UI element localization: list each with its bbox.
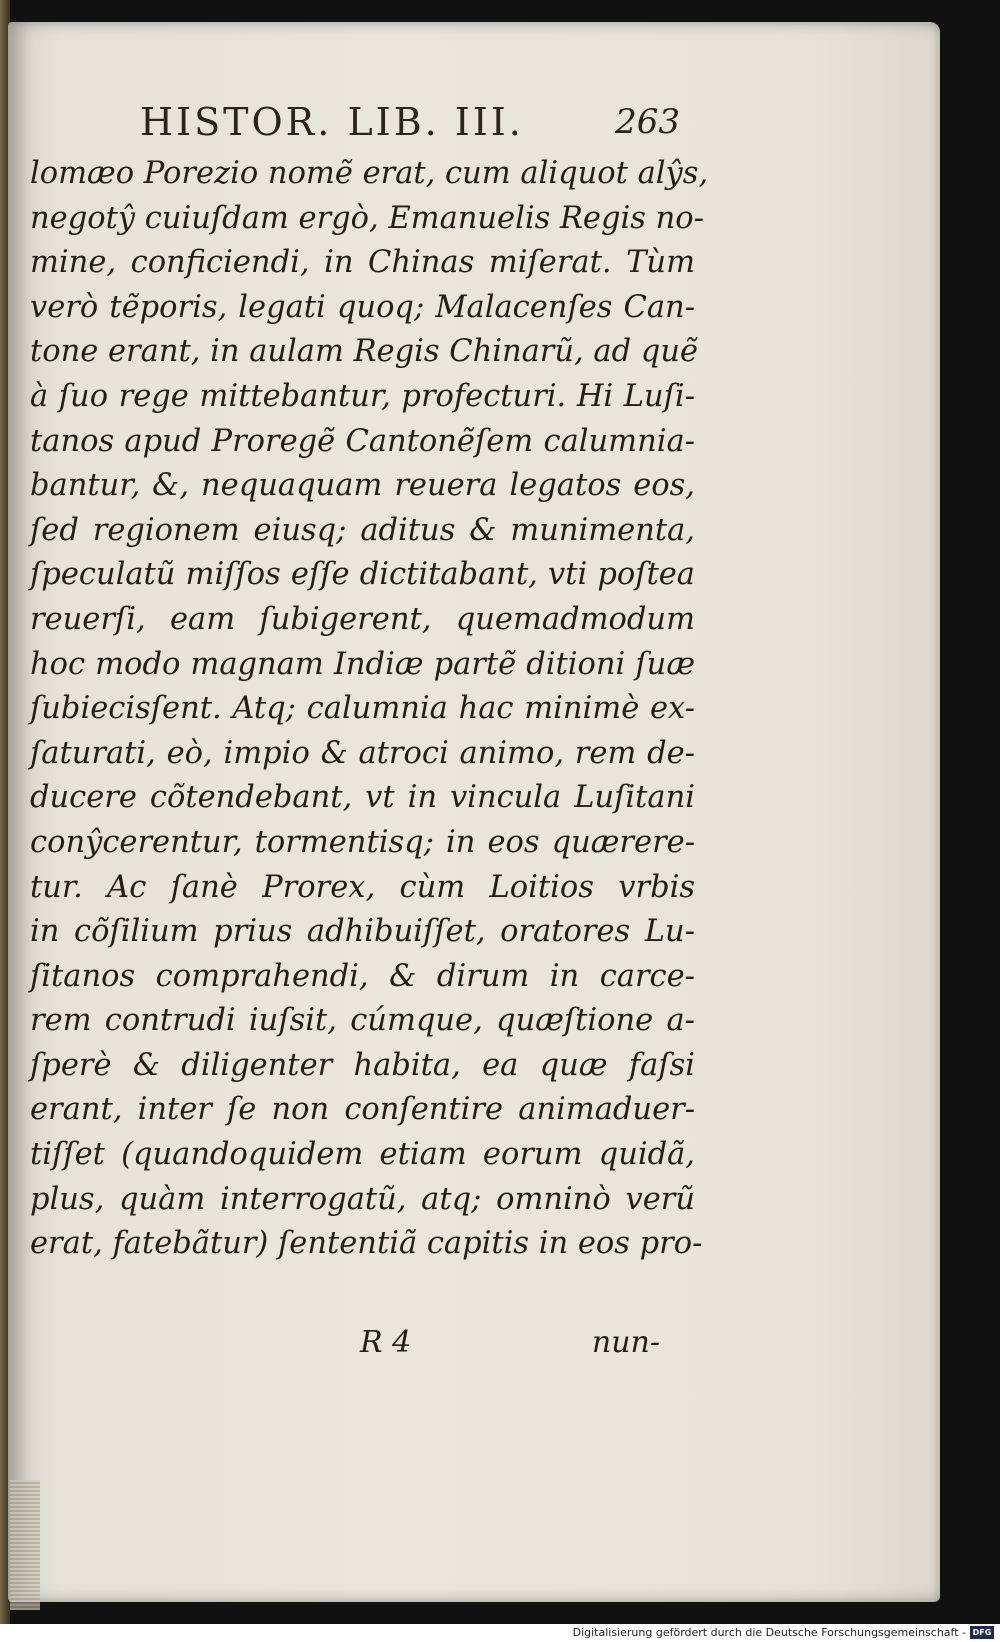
digitization-credit: Digitalisierung gefördert durch die Deutsche Forschungsgemeinschaft - [572, 1626, 966, 1639]
text-line: bantur, &, nequaquam reuera legatos eos, [30, 468, 695, 504]
text-line: tur. Ac ſanè Prorex, cùm Loitios vrbis [30, 869, 695, 905]
text-line: ſitanos comprahendi, & dirum in carce- [30, 958, 695, 994]
text-line: à ſuo rege mittebantur, profecturi. Hi Luſi- [30, 378, 695, 414]
running-title: HISTOR. LIB. III. [140, 100, 524, 144]
text-line: negotŷ cuiuſdam ergò, Emanuelis Regis no- [30, 200, 704, 236]
text-line: conŷcerentur, tormentisq; in eos quærere- [30, 824, 695, 860]
catchword: nun- [591, 1325, 660, 1360]
page-footer [360, 1325, 660, 1369]
text-line: ſubiecisſent. Atq; calumnia hac minimè ex- [30, 691, 695, 727]
text-line: in cõſilium prius adhibuiſſet, oratores Lu- [30, 914, 695, 950]
text-line: tone erant, in aulam Regis Chinarũ, ad quẽ [30, 334, 699, 370]
text-line: ſed regionem eiusq; aditus & munimenta, [30, 512, 695, 548]
signature-mark: R 4 [360, 1325, 412, 1360]
page-header [140, 100, 680, 150]
text-line: reuerſi, eam ſubigerent, quemadmodum [30, 601, 695, 637]
text-line: tanos apud Proregẽ Cantonẽſem calumnia- [30, 423, 695, 459]
text-line: rem contrudi iuſsit, cúmque, quæſtione a- [30, 1003, 695, 1039]
text-line: ſperè & diligenter habita, ea quæ faſsi [30, 1047, 695, 1083]
text-line: lomæo Porezio nomẽ erat, cum aliquot alŷs, [30, 156, 709, 191]
dfg-logo-icon: DFG [970, 1626, 994, 1639]
text-line: verò tẽporis, legati quoq; Malacenſes Can- [30, 289, 695, 325]
text-line: plus, quàm interrogatũ, atq; omninò verũ [30, 1181, 695, 1217]
text-line: mine, conficiendi, in Chinas miſerat. Tùm [30, 245, 695, 281]
text-line: tiſſet (quandoquidem etiam eorum quidã, [30, 1137, 695, 1173]
text-line: hoc modo magnam Indiæ partẽ ditioni ſuæ [30, 646, 695, 682]
text-line: erant, inter ſe non conſentire animaduer- [30, 1092, 695, 1128]
page-edge [10, 1480, 40, 1610]
text-line: erat, fatebãtur) ſententiã capitis in eos pro- [30, 1226, 703, 1262]
text-line: ducere cõtendebant, vt in vincula Luſitani [30, 780, 695, 816]
text-line: ſpeculatũ miſſos eſſe dictitabant, vti poſtea [30, 557, 695, 593]
body-text [30, 152, 709, 1267]
text-line: ſaturati, eò, impio & atroci animo, rem de- [30, 735, 695, 771]
page-number: 263 [615, 102, 680, 142]
